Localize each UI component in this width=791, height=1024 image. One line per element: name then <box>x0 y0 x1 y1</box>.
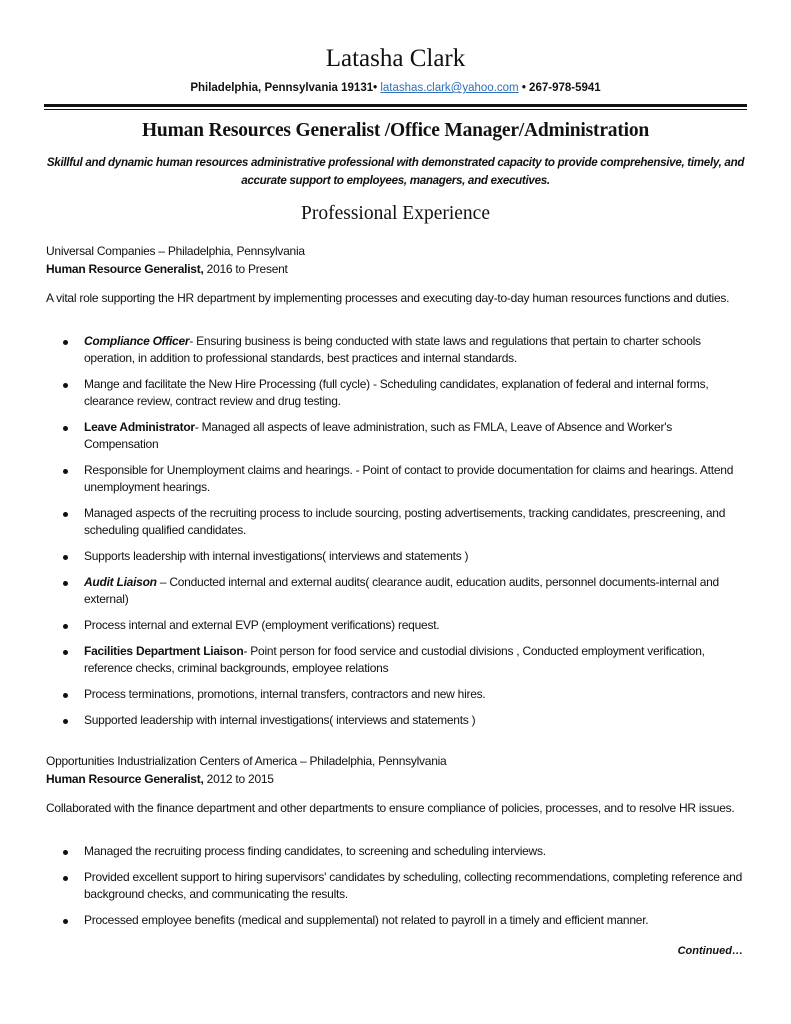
job-intro: Collaborated with the finance department and other departments to ensure compliance of policies, processes, and to resolve HR issues. <box>46 801 735 815</box>
job-role <box>46 771 274 788</box>
bullet-lead: Compliance Officer <box>84 334 190 348</box>
bullet-text: Mange and facilitate the New Hire Processing (full cycle) - Scheduling candidates, explanation of federal and internal forms, clearance review, contract review and drug testing. <box>84 377 709 408</box>
bullet-icon <box>63 693 68 698</box>
contact-location: Philadelphia, Pennsylvania 19131 <box>190 82 374 94</box>
list-item <box>46 843 746 860</box>
bullet-icon <box>63 383 68 388</box>
list-item <box>46 505 746 539</box>
continued-note: Continued… <box>677 945 743 957</box>
bullet-lead: Leave Administrator <box>84 420 195 434</box>
bullet-icon <box>63 581 68 586</box>
candidate-name: Latasha Clark <box>325 45 466 72</box>
professional-summary: Skillful and dynamic human resources administrative professional with demonstrated capacity to provide comprehensive, timely, and accurate support to employees, managers, and executives. <box>46 156 745 187</box>
list-item <box>46 869 746 903</box>
list-item <box>46 333 746 367</box>
header-divider-thick <box>44 104 747 107</box>
job-bullet-list <box>46 333 746 729</box>
professional-headline: Human Resources Generalist /Office Manager/Administration <box>141 120 650 141</box>
job-title: Human Resource Generalist, <box>46 262 204 276</box>
bullet-icon <box>63 426 68 431</box>
section-title-experience: Professional Experience <box>301 203 490 224</box>
list-item <box>46 643 746 677</box>
separator-dot: • <box>373 82 378 94</box>
job-intro: A vital role supporting the HR department by implementing processes and executing day-to-day human resources functions and duties. <box>46 291 730 305</box>
bullet-text: - Ensuring business is being conducted with state laws and regulations that pertain to charter schools operation, in addition to professional standards, best practices and internal standards. <box>84 334 701 365</box>
bullet-lead: Facilities Department Liaison <box>84 644 244 658</box>
bullet-icon <box>63 719 68 724</box>
list-item <box>46 548 746 565</box>
list-item <box>46 686 746 703</box>
bullet-icon <box>63 876 68 881</box>
bullet-text: Supported leadership with internal investigations( interviews and statements ) <box>84 713 476 727</box>
bullet-text: Managed the recruiting process finding candidates, to screening and scheduling interviews. <box>84 844 546 858</box>
contact-phone: 267-978-5941 <box>529 82 601 94</box>
bullet-text: - Point person for food service and custodial divisions , Conducted employment verification, reference checks, criminal backgrounds, employee relations <box>84 644 705 675</box>
separator-dot: • <box>521 82 526 94</box>
bullet-lead: Audit Liaison <box>84 575 157 589</box>
bullet-text: Managed aspects of the recruiting process to include sourcing, posting advertisements, tracking candidates, prescreening, and scheduling qualified candidates. <box>84 506 726 537</box>
bullet-text: - Managed all aspects of leave administration, such as FMLA, Leave of Absence and Worker's Compensation <box>84 420 673 451</box>
list-item <box>46 912 746 929</box>
bullet-icon <box>63 469 68 474</box>
job-dates: 2016 to Present <box>203 262 288 276</box>
header-divider-thin <box>44 109 747 110</box>
list-item <box>46 574 746 608</box>
list-item <box>46 617 746 634</box>
job-dates: 2012 to 2015 <box>203 772 274 786</box>
email-link[interactable]: latashas.clark@yahoo.com <box>380 82 519 94</box>
bullet-text: Process terminations, promotions, internal transfers, contractors and new hires. <box>84 687 486 701</box>
bullet-text: Processed employee benefits (medical and supplemental) not related to payroll in a timely and efficient manner. <box>84 913 649 927</box>
bullet-icon <box>63 650 68 655</box>
job-bullet-list <box>46 843 746 929</box>
list-item <box>46 712 746 729</box>
bullet-text: Responsible for Unemployment claims and hearings. - Point of contact to provide documentation for claims and hearings. Attend unemployment hearings. <box>84 463 734 494</box>
bullet-icon <box>63 850 68 855</box>
job-title: Human Resource Generalist, <box>46 772 204 786</box>
list-item <box>46 376 746 410</box>
bullet-icon <box>63 512 68 517</box>
bullet-icon <box>63 624 68 629</box>
contact-line <box>0 80 791 96</box>
bullet-icon <box>63 555 68 560</box>
bullet-text: Process internal and external EVP (employment verifications) request. <box>84 618 440 632</box>
list-item <box>46 462 746 496</box>
bullet-text: Provided excellent support to hiring supervisors' candidates by scheduling, collecting recommendations, completing reference and background checks, and communicating the results. <box>84 870 743 901</box>
list-item <box>46 419 746 453</box>
bullet-text: Supports leadership with internal investigations( interviews and statements ) <box>84 549 469 563</box>
job-role <box>46 261 288 278</box>
bullet-text: – Conducted internal and external audits( clearance audit, education audits, personnel documents-internal and external) <box>84 575 719 606</box>
bullet-icon <box>63 919 68 924</box>
job-company: Opportunities Industrialization Centers of America – Philadelphia, Pennsylvania <box>46 754 447 768</box>
job-company: Universal Companies – Philadelphia, Pennsylvania <box>46 244 305 258</box>
bullet-icon <box>63 340 68 345</box>
